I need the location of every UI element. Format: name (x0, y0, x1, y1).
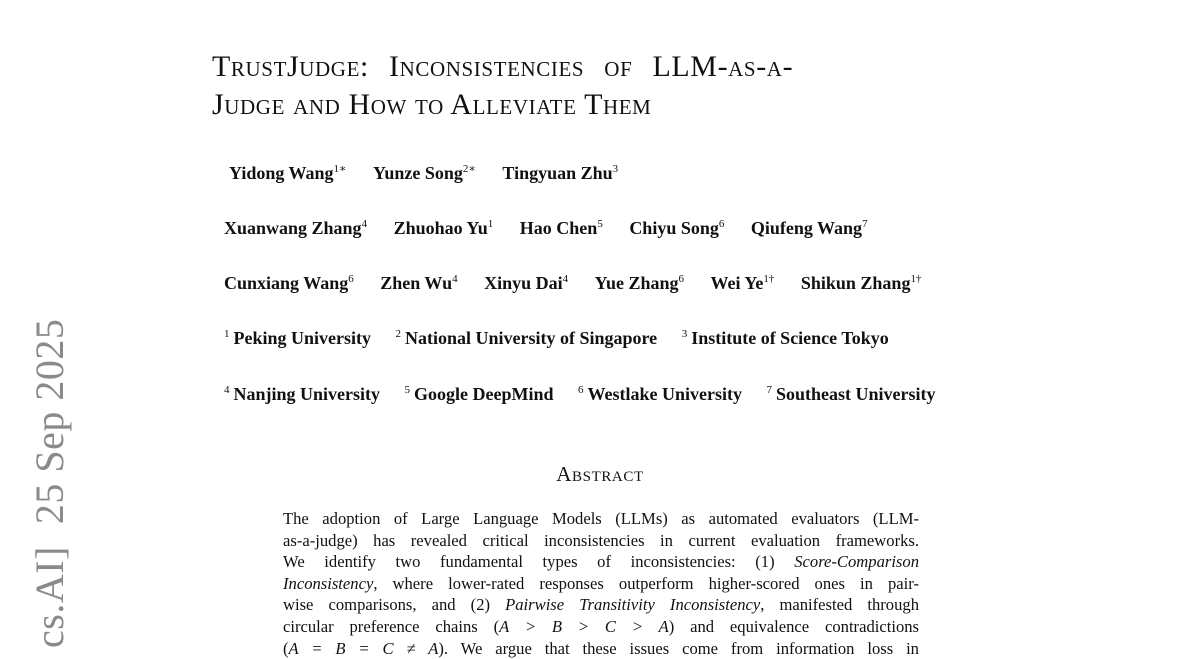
affiliation-row-1 (224, 327, 909, 349)
author: Chiyu Song$^6$ (629, 218, 725, 238)
author: Yidong Wang$^{1∗}$ (229, 163, 347, 183)
author: Xuanwang Zhang$^4$ (224, 218, 368, 238)
abstract-line: as-a-judge) has revealed critical inconsistencies in current evaluation frameworks. (283, 530, 919, 550)
author-row-3 (224, 272, 943, 294)
author: Shikun Zhang$^{1\dagger}$ (800, 273, 922, 293)
author-row-2 (224, 217, 890, 239)
affiliation: $^5$ Google DeepMind (404, 384, 554, 404)
abstract-line: wise comparisons, and (2) Pairwise Transitivity Inconsistency, manifested through (283, 595, 919, 615)
affiliation: $^2$ National University of Singapore (395, 328, 658, 348)
author: Wei $Ye^{1\dagger}$ (710, 273, 775, 293)
paper-title (212, 48, 1012, 124)
affiliation: $^3$ Institute of Science Tokyo (681, 328, 889, 348)
author: Yunze Song$^{2∗}$ (373, 163, 476, 183)
title-line-1: TrustJudge: Inconsistencies of LLM-as-a- (212, 50, 794, 83)
abstract-heading: Abstract (556, 462, 644, 486)
arxiv-date: 25 Sep 2025 (27, 318, 72, 525)
author: Zhen Wu$^4$ (380, 273, 458, 293)
affiliation: $^1$ Peking University (224, 328, 371, 348)
affiliation: $^7$ Southeast University (766, 384, 936, 404)
abstract-line: circular preference chains (A > B > C > A) and equivalence contradictions (283, 616, 919, 636)
affiliation: $^4$ Nanjing University (224, 384, 381, 404)
abstract-line: We identify two fundamental types of inconsistencies: (1) Score-Comparison (283, 552, 919, 572)
title-line-2: Judge and How to Alleviate Them (212, 88, 652, 121)
affiliation: $^6$ Westlake University (578, 384, 743, 404)
author: Zhuohao Yu$^1$ (393, 218, 494, 238)
author: Tingyuan Zhu$^3$ (502, 163, 619, 183)
author-row-1 (229, 162, 640, 184)
abstract-line: (A = B = C ≠ A). We argue that these issues come from information loss in (283, 638, 919, 658)
abstract-text (283, 508, 919, 659)
author: Xinyu Dai$^4$ (484, 273, 569, 293)
abstract-line: Inconsistency, where lower-rated responses outperform higher-scored ones in pair- (283, 573, 919, 593)
arxiv-category: cs.AI] (27, 546, 72, 648)
author: Hao Chen$^5$ (519, 218, 603, 238)
abstract-line: The adoption of Large Language Models (LLMs) as automated evaluators (LLM- (283, 509, 919, 528)
affiliation-row-2 (224, 383, 956, 405)
author: Yue Zhang$^6$ (594, 273, 685, 293)
author: Qiufeng Wang$^7$ (750, 218, 868, 238)
author: Cunxiang Wang$^6$ (224, 273, 354, 293)
